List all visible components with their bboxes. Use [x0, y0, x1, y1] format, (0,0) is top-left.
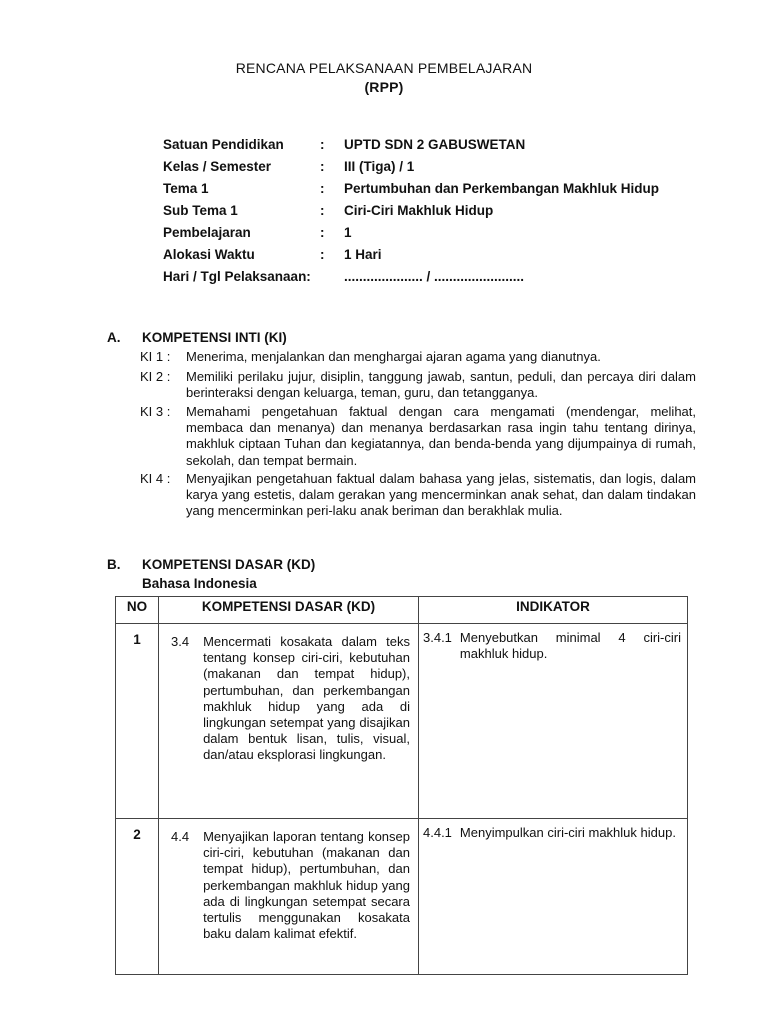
indikator-cell — [419, 819, 688, 975]
identity-colon: : — [320, 181, 325, 196]
identity-colon: : — [320, 137, 325, 152]
identity-label: Tema 1 — [163, 181, 209, 196]
table-row — [116, 624, 688, 819]
identity-value: Ciri-Ciri Makhluk Hidup — [344, 203, 494, 218]
document-title: RENCANA PELAKSANAAN PEMBELAJARAN — [235, 60, 533, 76]
ki-text: Menyajikan pengetahuan faktual dalam bahasa yang jelas, sistematis, dan logis, dalam karya yang estetis, dalam gerakan yang mencerminkan anak sehat, dan dalam tindakan yang mencerminkan peri-laku anak beriman dan berakhlak mulia. — [186, 471, 696, 519]
identity-value: Pertumbuhan dan Perkembangan Makhluk Hidup — [344, 181, 660, 196]
identity-label: Sub Tema 1 — [163, 203, 238, 218]
ki-code: KI 1 : — [140, 349, 171, 364]
identity-value: III (Tiga) / 1 — [344, 159, 415, 174]
kd-table — [115, 596, 688, 975]
identity-value: 1 Hari — [344, 247, 382, 262]
ki-text: Memahami pengetahuan faktual dengan cara mengamati (mendengar, melihat, membaca dan menanya) dan menanya berdasarkan rasa ingin tahu tentang dirinya, makhluk ciptaan Tuhan dan kegiatannya, dan benda-benda yang dijumpainya di rumah, sekolah, dan tempat bermain. — [186, 404, 696, 468]
identity-label: Pembelajaran — [163, 225, 251, 240]
identity-colon: : — [320, 159, 325, 174]
table-row — [116, 819, 688, 975]
indikator-number: 4.4.1 — [423, 825, 452, 840]
row-number: 1 — [116, 624, 159, 819]
identity-value: 1 — [344, 225, 352, 240]
identity-colon: : — [320, 203, 325, 218]
identity-value: UPTD SDN 2 GABUSWETAN — [344, 137, 526, 152]
ki-code: KI 3 : — [140, 404, 171, 419]
ki-code: KI 4 : — [140, 471, 171, 486]
identity-label: Hari / Tgl Pelaksanaan: — [163, 269, 311, 284]
indikator-text: Menyimpulkan ciri-ciri makhluk hidup. — [459, 825, 676, 840]
identity-label: Alokasi Waktu — [163, 247, 255, 262]
section-b-letter: B. — [107, 557, 121, 572]
header-no: NO — [116, 597, 159, 624]
kd-text: Menyajikan laporan tentang konsep ciri-ciri, kebutuhan (makanan dan tempat hidup), pertumbuhan, dan perkembangan makhluk hidup yang ada di lingkungan setempat secara tertulis menggunakan kosakata baku dalam kalimat efektif. — [203, 829, 410, 942]
identity-label: Satuan Pendidikan — [163, 137, 284, 152]
kd-table-header — [116, 597, 688, 624]
kd-text: Mencermati kosakata dalam teks tentang konsep ciri-ciri, kebutuhan (makanan dan tempat hidup), pertumbuhan, dan perkembangan makhluk hidup yang ada di lingkungan setempat yang disajikan dalam bentuk lisan, tulis, visual, dan/atau eksplorasi lingkungan. — [203, 634, 410, 763]
ki-code: KI 2 : — [140, 369, 171, 384]
identity-value: ..................... / ........................ — [344, 269, 525, 284]
identity-colon: : — [320, 225, 325, 240]
indikator-text: Menyebutkan minimal 4 ciri-ciri makhluk hidup. — [459, 630, 681, 662]
identity-label: Kelas / Semester — [163, 159, 272, 174]
section-a-title: KOMPETENSI INTI (KI) — [142, 330, 287, 345]
kd-number: 4.4 — [171, 829, 190, 844]
subject-heading: Bahasa Indonesia — [142, 576, 257, 591]
document-subtitle: (RPP) — [364, 79, 404, 95]
section-a-letter: A. — [107, 330, 121, 345]
ki-text: Memiliki perilaku jujur, disiplin, tanggung jawab, santun, peduli, dan percaya diri dalam berinteraksi dengan keluarga, teman, guru, dan tetangganya. — [186, 369, 696, 401]
ki-text: Menerima, menjalankan dan menghargai ajaran agama yang dianutnya. — [186, 349, 601, 364]
header-indikator: INDIKATOR — [419, 597, 688, 624]
identity-colon: : — [320, 247, 325, 262]
kd-cell — [159, 624, 419, 819]
indikator-cell — [419, 624, 688, 819]
kd-number: 3.4 — [171, 634, 190, 649]
row-number: 2 — [116, 819, 159, 975]
kd-cell — [159, 819, 419, 975]
header-kd: KOMPETENSI DASAR (KD) — [159, 597, 419, 624]
indikator-number: 3.4.1 — [423, 630, 452, 645]
section-b-title: KOMPETENSI DASAR (KD) — [142, 557, 316, 572]
